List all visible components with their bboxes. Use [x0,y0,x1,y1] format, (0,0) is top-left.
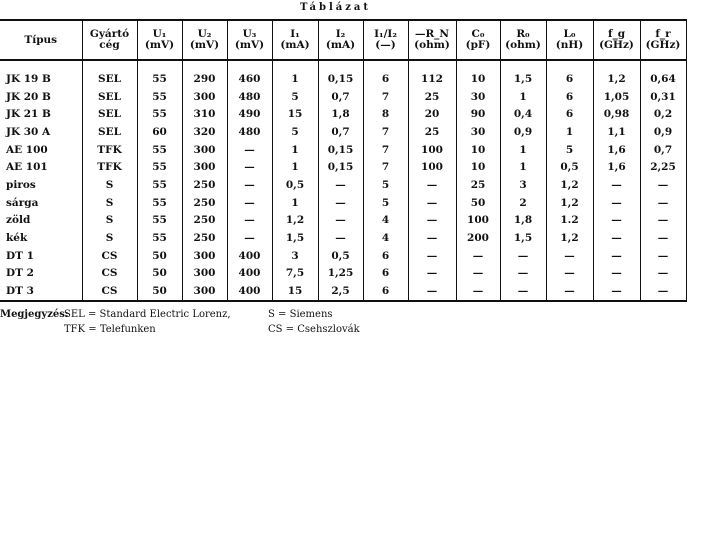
table-cell: 1 [272,60,318,88]
note-s: S = Siemens [268,309,333,320]
table-cell: 100 [456,212,500,230]
table-cell: — [456,265,500,283]
table-cell: 7 [363,141,408,159]
table-cell: 300 [182,141,227,159]
table-cell: — [227,212,272,230]
table-cell: 1 [272,194,318,212]
table-cell: JK 20 B [6,90,51,103]
column-header [500,20,546,60]
table-cell: 0,64 [640,60,686,88]
table-cell: — [456,282,500,301]
table-cell: — [408,229,456,247]
table-cell: — [408,265,456,283]
table-cell: 6 [546,88,593,106]
table-cell: 1,5 [500,60,546,88]
table-cell: 1.2 [546,212,593,230]
header-name: f_g [607,28,626,40]
table-cell: 400 [227,247,272,265]
table-cell: — [546,282,593,301]
header-name: U₃ [242,28,257,40]
table-cell: 4 [363,229,408,247]
table-cell: 5 [272,88,318,106]
table-cell: DT 1 [6,249,34,262]
table-cell: 3 [272,247,318,265]
table-cell: 10 [456,158,500,176]
table-row [0,123,686,141]
table-cell: 15 [272,105,318,123]
header-unit: (nH) [555,39,584,51]
table-cell: 300 [182,265,227,283]
table-cell: 1 [500,158,546,176]
table-title: Táblázat [300,2,372,13]
table-cell: 1 [546,123,593,141]
table-cell: 300 [182,247,227,265]
table-cell: — [408,194,456,212]
table-cell: — [500,282,546,301]
table-cell: zöld [6,214,31,227]
table-cell: 1,8 [318,105,363,123]
table-cell: — [318,212,363,230]
table-cell: 30 [456,123,500,141]
table-cell: 1 [500,141,546,159]
header-name: U₁ [152,28,167,40]
table-cell: — [500,265,546,283]
table-cell: 250 [182,212,227,230]
table-cell: 6 [363,60,408,88]
table-cell: 0,15 [318,158,363,176]
table-cell: 90 [456,105,500,123]
table-row [0,282,686,301]
table-cell: 10 [456,141,500,159]
header-unit: (ohm) [505,39,541,51]
table-cell: 7 [363,158,408,176]
table-cell: — [500,247,546,265]
table-cell: DT 3 [0,282,82,301]
table-cell: 7 [363,88,408,106]
table-cell: 55 [137,229,182,247]
table-cell: 460 [227,60,272,88]
table-cell: S [82,212,137,230]
table-cell: — [593,176,640,194]
table-cell: — [640,176,686,194]
table-cell: TFK [82,141,137,159]
table-cell: — [227,141,272,159]
table-cell: 1,5 [500,229,546,247]
table-cell: kék [6,232,28,245]
header-name: R₀ [516,28,530,40]
header-name: I₁/I₂ [374,28,397,40]
table-cell: SEL [82,60,137,88]
table-cell: 25 [408,88,456,106]
table-cell: 1,2 [546,176,593,194]
table-cell: 25 [456,176,500,194]
table-cell: — [408,247,456,265]
header-name: I₁ [290,28,300,40]
table-cell: piros [6,178,36,191]
table-cell: — [318,229,363,247]
table-cell: — [593,212,640,230]
table-cell: 250 [182,176,227,194]
table-cell: — [640,247,686,265]
table-cell: S [82,229,137,247]
table-cell: 0,98 [593,105,640,123]
column-header [640,20,686,60]
table-cell: 5 [363,194,408,212]
table-cell: 1,2 [272,212,318,230]
table-cell: — [640,265,686,283]
table-cell: 50 [137,282,182,301]
table-cell: 250 [182,229,227,247]
table-cell: 320 [182,123,227,141]
table-cell: — [640,212,686,230]
table-cell: 100 [408,158,456,176]
table-cell: 1,5 [272,229,318,247]
table-cell: 0,4 [500,105,546,123]
column-header [137,20,182,60]
table-cell: — [593,265,640,283]
table-row [0,88,686,106]
table-cell: 480 [227,88,272,106]
header-name: Gyártó [89,28,130,40]
table-cell: 60 [137,123,182,141]
table-cell: — [593,247,640,265]
table-cell: 50 [137,247,182,265]
table-row [0,194,686,212]
table-cell: 290 [182,60,227,88]
table-row [0,229,686,247]
table-row [0,158,686,176]
header-unit: (mA) [280,39,310,51]
header-unit: (mA) [325,39,356,51]
table-cell: 1 [500,88,546,106]
table-cell: DT 2 [6,267,34,280]
table-cell: 4 [363,212,408,230]
column-header [82,20,137,60]
table-cell: 300 [182,158,227,176]
table-cell: — [318,176,363,194]
table-cell: 55 [137,141,182,159]
table-cell: — [408,176,456,194]
table-cell: 6 [363,282,408,301]
table-cell: 2,5 [318,282,363,301]
column-header [227,20,272,60]
table-cell: 3 [500,176,546,194]
table-cell: 15 [272,282,318,301]
table-cell: 55 [137,60,182,88]
table-cell: 0,9 [640,123,686,141]
table-cell: 0,31 [640,88,686,106]
table-cell: — [227,194,272,212]
table-cell: 2 [500,194,546,212]
table-cell: 1 [272,141,318,159]
table-cell: — [640,194,686,212]
header-unit: (GHz) [599,39,634,51]
table-cell: 1,6 [593,158,640,176]
table-cell: 1,1 [593,123,640,141]
column-header [318,20,363,60]
header-name: L₀ [563,28,576,40]
table-cell: 310 [182,105,227,123]
table-cell: 1 [272,158,318,176]
note-cs: CS = Csehszlovák [268,324,360,335]
header-unit: (GHz) [645,39,681,51]
table-cell: 1,8 [500,212,546,230]
table-cell: 10 [456,60,500,88]
note-label: Megjegyzés: [0,309,69,320]
table-cell: AE 101 [6,161,48,174]
table-cell: 480 [227,123,272,141]
table-cell: — [593,282,640,301]
header-unit: cég [99,39,120,51]
table-cell: 50 [137,265,182,283]
table-cell: 0,5 [272,176,318,194]
table-cell: 2,25 [640,158,686,176]
table-cell: 0,5 [318,247,363,265]
header-name: Típus [24,33,58,46]
table-cell: SEL [82,123,137,141]
table-row [0,247,686,265]
table-cell: JK 21 B [6,108,51,121]
table-cell: sárga [6,196,39,209]
header-unit: (pF) [465,39,491,51]
table-cell: 112 [408,60,456,88]
table-cell: CS [82,247,137,265]
table-cell: 400 [227,282,272,301]
table-cell: 300 [182,88,227,106]
table-cell: 0,15 [318,141,363,159]
table-cell: 250 [182,194,227,212]
header-name: f_r [655,28,671,40]
table-row [0,265,686,283]
table-cell: SEL [82,105,137,123]
table-row [0,212,686,230]
table-cell: TFK [82,158,137,176]
table-cell: 55 [137,158,182,176]
table-cell: 7,5 [272,265,318,283]
table-cell: 6 [546,105,593,123]
table-cell: 0,15 [318,60,363,88]
table-cell: — [640,282,686,301]
table-cell: 7 [363,123,408,141]
table-cell: 0,5 [546,158,593,176]
table-cell: 6 [363,247,408,265]
table-cell: — [456,247,500,265]
column-header [182,20,227,60]
header-name: U₂ [197,28,212,40]
table-cell: 100 [408,141,456,159]
table-cell: — [227,229,272,247]
table-cell: JK 19 B [6,72,51,85]
column-header [546,20,593,60]
table-row [0,176,686,194]
table-cell: 5 [363,176,408,194]
table-cell: 55 [137,105,182,123]
header-name: I₂ [335,28,346,40]
table-row [0,60,686,88]
table-cell: 25 [408,123,456,141]
note-tfk: TFK = Telefunken [64,324,156,335]
table-cell: CS [82,265,137,283]
table-cell: 6 [546,60,593,88]
column-header [272,20,318,60]
header-name: —R_N [414,28,450,40]
table-cell: 55 [137,212,182,230]
table-cell: 1,25 [318,265,363,283]
table-cell: — [593,194,640,212]
table-cell: 30 [456,88,500,106]
table-cell: — [593,229,640,247]
table-cell: 20 [408,105,456,123]
table-cell: 1,2 [593,60,640,88]
table-cell: 8 [363,105,408,123]
table-cell: 55 [137,176,182,194]
table-cell: — [408,212,456,230]
table-cell: 0,9 [500,123,546,141]
table-cell: SEL [82,88,137,106]
header-unit: (mV) [189,39,220,51]
header-unit: (mV) [144,39,175,51]
table-cell: S [82,194,137,212]
table-cell: JK 30 A [6,125,51,138]
table-cell: 200 [456,229,500,247]
header-unit: (ohm) [414,39,450,51]
table-cell: 5 [272,123,318,141]
table-cell: 1,2 [546,229,593,247]
table-cell: — [546,247,593,265]
table-cell: 490 [227,105,272,123]
table-cell: — [227,176,272,194]
column-header [408,20,456,60]
table-cell: 400 [227,265,272,283]
table-cell: 0,7 [318,88,363,106]
table-cell: 6 [363,265,408,283]
table-cell: S [82,176,137,194]
table-cell: AE 100 [6,143,48,156]
table-cell: — [546,265,593,283]
table-row [0,105,686,123]
table-cell: — [318,194,363,212]
table-cell: — [408,282,456,301]
table-cell: 0,2 [640,105,686,123]
header-unit: (—) [375,39,396,51]
table-cell: 0,7 [318,123,363,141]
table-cell: 300 [182,282,227,301]
table-cell: 55 [137,88,182,106]
table-cell: 5 [546,141,593,159]
table-cell: — [640,229,686,247]
header-name: C₀ [471,28,485,40]
table-cell: 1,05 [593,88,640,106]
table-cell: CS [82,282,137,301]
column-header [363,20,408,60]
column-header [593,20,640,60]
table-cell: 1,2 [546,194,593,212]
header-row [0,20,686,60]
table-cell: 0,7 [640,141,686,159]
column-header [456,20,500,60]
table-cell: 1,6 [593,141,640,159]
data-table [0,19,687,302]
table-cell: 50 [456,194,500,212]
table-cell: 55 [137,194,182,212]
note-sel: SEL = Standard Electric Lorenz, [64,309,231,320]
table-cell: — [227,158,272,176]
column-header [0,20,82,60]
table-row [0,141,686,159]
header-unit: (mV) [234,39,265,51]
